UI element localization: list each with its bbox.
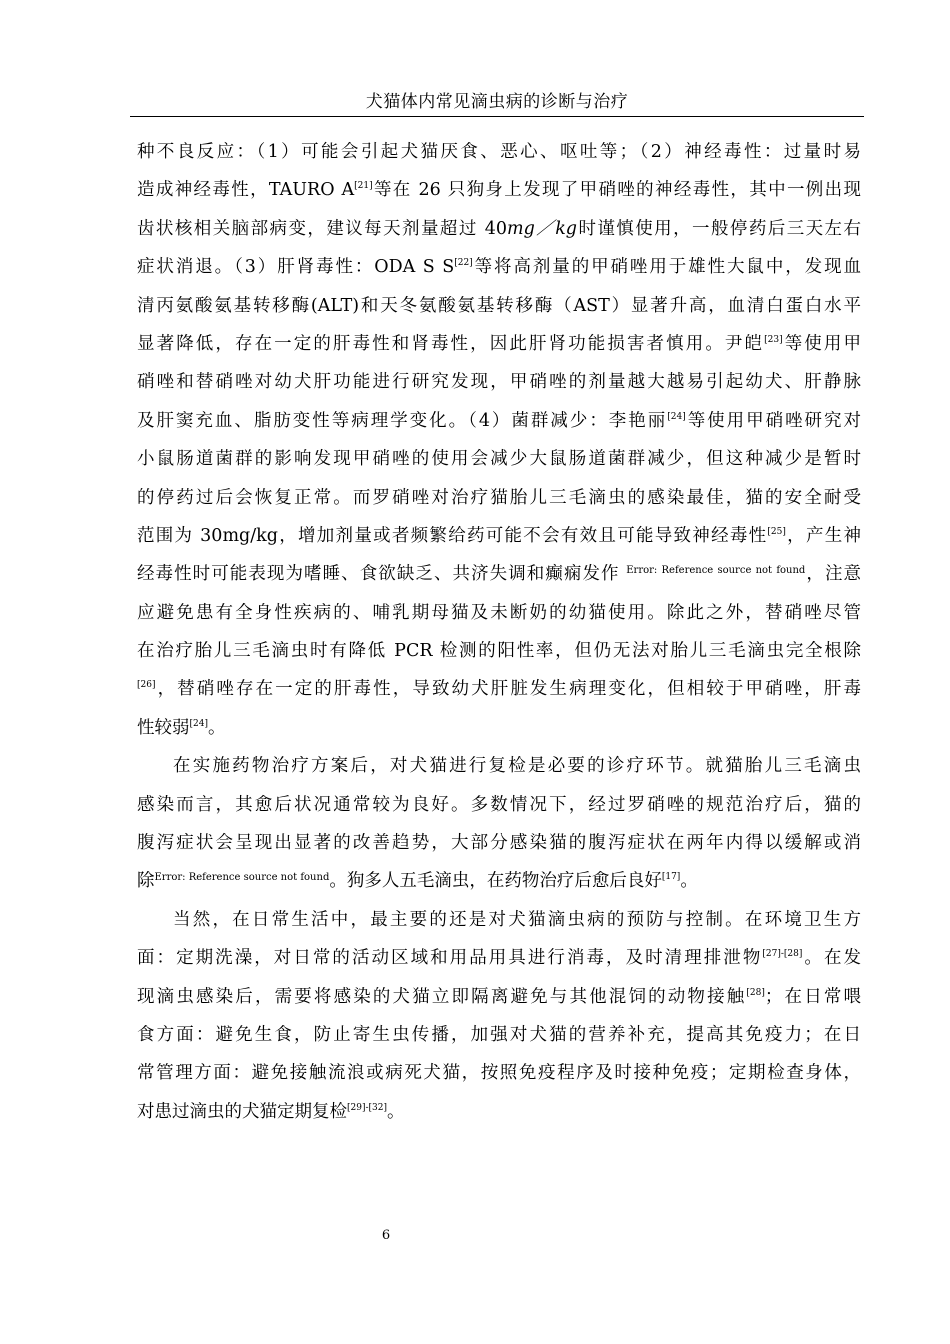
- citation: [24]: [189, 718, 208, 729]
- page-number: 6: [381, 1228, 391, 1243]
- text-line: 范围为 30mg/kg，增加剂量或者频繁给药可能不会有效且可能导致神经毒性[25]，产生神: [137, 525, 862, 546]
- page-header-title: 犬猫体内常见滴虫病的诊断与治疗: [130, 90, 864, 117]
- text-line: 性较弱[24]。: [137, 717, 226, 738]
- text-line: 在治疗胎儿三毛滴虫时有降低 PCR 检测的阳性率，但仍无法对胎儿三毛滴虫完全根除: [137, 641, 861, 662]
- text-line: 显著降低，存在一定的肝毒性和肾毒性，因此肝肾功能损害者慎用。尹皑[23]等使用甲: [137, 333, 861, 354]
- text-line: 造成神经毒性，TAURO A[21]等在 26 只狗身上发现了甲硝唑的神经毒性，其中一例出现: [137, 180, 861, 201]
- text-line: [26]，替硝唑存在一定的肝毒性，导致幼犬肝脏发生病理变化，但相较于甲硝唑，肝毒: [137, 679, 861, 700]
- text-line: 小鼠肠道菌群的影响发现甲硝唑的使用会减少大鼠肠道菌群减少，但这种减少是暂时: [137, 449, 861, 470]
- text-line: 对患过滴虫的犬猫定期复检[29]-[32]。: [137, 1101, 405, 1122]
- text-line: 及肝窦充血、脂肪变性等病理学变化。（4）菌群减少：李艳丽[24]等使用甲硝唑研究对: [137, 410, 862, 431]
- text-line: 在实施药物治疗方案后，对犬猫进行复检是必要的诊疗环节。就猫胎儿三毛滴虫: [173, 756, 861, 777]
- text-line: 的停药过后会恢复正常。而罗硝唑对治疗猫胎儿三毛滴虫的感染最佳，猫的安全耐受: [137, 487, 861, 508]
- reference-error-note: Error: Reference source not found: [154, 872, 330, 884]
- citation: [26]: [137, 680, 156, 691]
- text-line: 症状消退。（3）肝肾毒性：ODA S S[22]等将高剂量的甲硝唑用于雄性大鼠中，发现血: [137, 257, 861, 278]
- text-line: 应避免患有全身性疾病的、哺乳期母猫及未断奶的幼猫使用。除此之外，替硝唑尽管: [137, 602, 861, 623]
- citation: [21]: [354, 181, 373, 192]
- reference-error-note: Error: Reference source not found: [626, 565, 806, 577]
- text-line: 食方面：避免生食，防止寄生虫传播，加强对犬猫的营养补充，提高其免疫力；在日: [137, 1024, 861, 1045]
- citation: [28]: [746, 987, 765, 998]
- text-line: 面：定期洗澡，对日常的活动区域和用品用具进行消毒，及时清理排泄物[27]-[28]。在发: [137, 948, 862, 969]
- text-line: 经毒性时可能表现为嗜睡、食欲缺乏、共济失调和癫痫发作 $^{Error: Reference source not found}$，注意: [137, 564, 862, 585]
- text-line: 除$^{Error: Reference source not found}$。狗多人五毛滴虫，在药物治疗后愈后良好[17]。: [137, 871, 698, 892]
- citation: [22]: [454, 258, 473, 269]
- text-line: 硝唑和替硝唑对幼犬肝功能进行研究发现，甲硝唑的剂量越大越易引起幼犬、肝静脉: [137, 372, 861, 393]
- body-text: [137, 133, 861, 1131]
- text-line: 当然，在日常生活中，最主要的还是对犬猫滴虫病的预防与控制。在环境卫生方: [173, 909, 861, 930]
- citation: [23]: [764, 334, 783, 345]
- text-line: 清丙氨酸氨基转移酶(ALT)和天冬氨酸氨基转移酶（AST）显著升高，血清白蛋白水平: [137, 295, 861, 316]
- dosage-unit: mg／kg: [507, 218, 578, 239]
- text-line: 现滴虫感染后，需要将感染的犬猫立即隔离避免与其他混饲的动物接触[28]；在日常喂: [137, 986, 862, 1007]
- text-line: 常管理方面：避免接触流浪或病死犬猫，按照免疫程序及时接种免疫；定期检查身体，: [137, 1063, 861, 1084]
- text-line: 齿状核相关脑部病变，建议每天剂量超过 40mg／kg时谨慎使用，一般停药后三天左右: [137, 218, 861, 239]
- citation: [25]: [767, 526, 786, 537]
- text-line: 感染而言，其愈后状况通常较为良好。多数情况下，经过罗硝唑的规范治疗后，猫的: [137, 794, 861, 815]
- citation: [27]-[28]: [762, 949, 803, 960]
- citation: [29]-[32]: [347, 1102, 387, 1113]
- citation: [17]: [661, 872, 681, 883]
- citation: [24]: [667, 411, 686, 422]
- text-line: 腹泻症状会呈现出显著的改善趋势，大部分感染猫的腹泻症状在两年内得以缓解或消: [137, 833, 861, 854]
- text-line: 种不良反应：（1）可能会引起犬猫厌食、恶心、呕吐等；（2）神经毒性：过量时易: [137, 142, 861, 162]
